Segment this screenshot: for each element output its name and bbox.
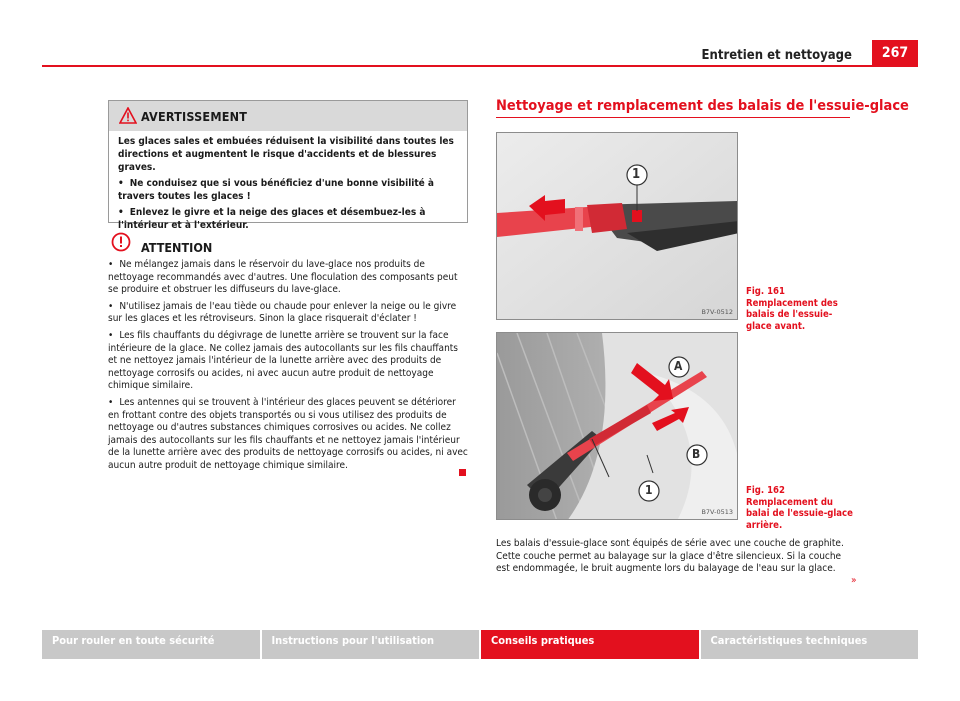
front-wiper-illustration bbox=[497, 133, 738, 320]
figure-rear-wiper bbox=[496, 332, 738, 520]
warning-intro: Les glaces sales et embuées réduisent la visibilité dans toutes les directions et augmentent le risque d'accidents et de blessures graves. bbox=[118, 136, 454, 173]
attention-bullet: • Les fils chauffants du dégivrage de lunette arrière se trouvent sur la face intérieure de la glace. Ne collez jamais des autocollants sur les fils chauffants et ne nettoyez jamais l'intérieur de la lunette arrière avec des produits de nettoyage corrosifs ou acides, ni avec aucun autre produit de nettoyage chimique similaire. bbox=[108, 329, 458, 392]
attention-body bbox=[108, 259, 468, 477]
figure-caption: Fig. 161 Remplacement des balais de l'essuie-glace avant. bbox=[746, 286, 838, 332]
tab-pour-rouler[interactable]: Pour rouler en toute sécurité bbox=[42, 630, 260, 659]
tab-caracteristiques[interactable]: Caractéristiques techniques bbox=[701, 630, 919, 659]
rear-wiper-illustration bbox=[497, 333, 738, 520]
warning-bullet: • Enlevez le givre et la neige des glaces et désembuez-les à l'intérieur et à l'extérieur. bbox=[118, 207, 426, 231]
body-paragraph: Les balais d'essuie-glace sont équipés de série avec une couche de graphite. Cette couche permet au balayage sur la glace d'être silencieux. Si la couche est endommagée, le bruit augmente lors du balayage de l'eau sur la glace. bbox=[496, 538, 844, 575]
warning-title: AVERTISSEMENT bbox=[141, 108, 248, 124]
figure-marker-1: 1 bbox=[645, 483, 653, 497]
section-rule bbox=[496, 117, 850, 118]
tab-conseils-pratiques[interactable]: Conseils pratiques bbox=[481, 630, 699, 659]
figure-caption: Fig. 162 Remplacement du balai de l'essuie-glace arrière. bbox=[746, 485, 853, 531]
figure-code: B7V-0512 bbox=[701, 308, 733, 316]
warning-box bbox=[108, 100, 468, 231]
attention-bullet: • N'utilisez jamais de l'eau tiède ou chaude pour enlever la neige ou le givre sur les glaces et les rétroviseurs. Sinon la glace risquerait d'éclater ! bbox=[108, 300, 457, 325]
attention-exclamation-icon bbox=[111, 232, 131, 252]
attention-bullet: • Ne mélangez jamais dans le réservoir du lave-glace nos produits de nettoyage recommandés avec d'autres. Une floculation des composants peut se produire et obstruer les diffuseurs du lave-glace. bbox=[108, 259, 458, 296]
section-end-marker bbox=[459, 469, 466, 476]
attention-header bbox=[108, 232, 468, 254]
figure-marker-1: 1 bbox=[632, 167, 641, 182]
header-section-title: Entretien et nettoyage bbox=[701, 48, 852, 63]
figure-front-wiper bbox=[496, 132, 738, 320]
attention-title: ATTENTION bbox=[141, 240, 213, 255]
header-rule bbox=[42, 65, 918, 67]
warning-header bbox=[109, 101, 467, 131]
tab-instructions[interactable]: Instructions pour l'utilisation bbox=[262, 630, 480, 659]
warning-triangle-icon bbox=[119, 107, 137, 124]
footer-tabs bbox=[42, 630, 918, 659]
figure-code: B7V-0513 bbox=[701, 508, 733, 516]
section-title: Nettoyage et remplacement des balais de l'essuie-glace bbox=[496, 98, 909, 114]
continue-chevron-icon: » bbox=[851, 575, 857, 586]
warning-body bbox=[109, 131, 467, 232]
page-number: 267 bbox=[872, 40, 918, 66]
figure-marker-a: A bbox=[674, 359, 683, 373]
warning-bullet: • Ne conduisez que si vous bénéficiez d'une bonne visibilité à travers toutes les glaces ! bbox=[118, 178, 434, 202]
figure-marker-b: B bbox=[692, 447, 701, 461]
attention-bullet: • Les antennes qui se trouvent à l'intérieur des glaces peuvent se détériorer en frottant contre des objets transportés ou si vous utilisez des produits de nettoyage ou d'autres substances chimiques corrosives ou acides. Ne collez jamais des autocollants sur les fils chauffants et ne nettoyez jamais l'intérieur de la lunette arrière avec des produits de nettoyage corrosifs ou acides, ni avec aucun autre produit de nettoyage chimique similaire. bbox=[108, 396, 468, 471]
